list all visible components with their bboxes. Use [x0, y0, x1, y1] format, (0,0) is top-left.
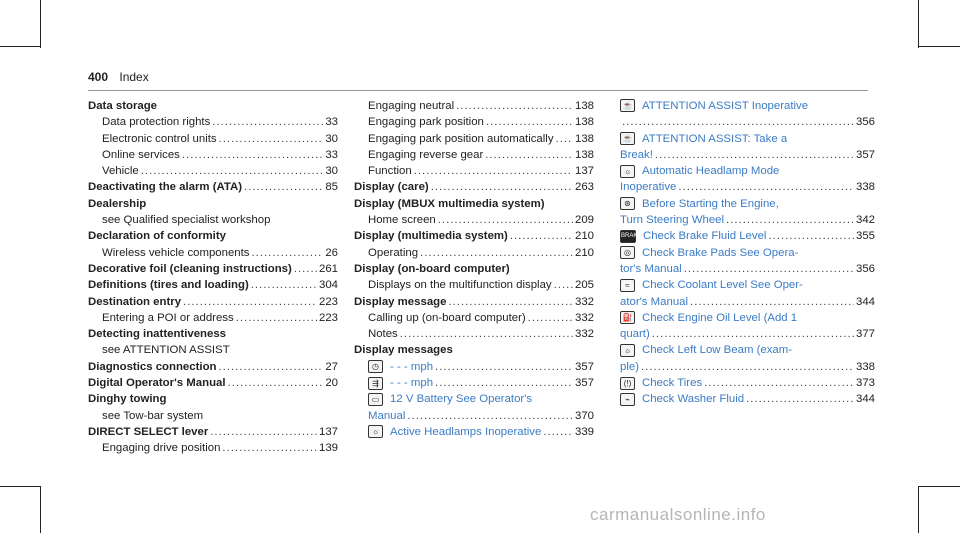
- display-message-entry-cont[interactable]: [620, 212, 875, 228]
- index-entry[interactable]: [354, 245, 594, 261]
- entry-text: see Qualified specialist workshop: [102, 214, 271, 227]
- page-ref: 377: [855, 328, 875, 341]
- coolant-icon: ≈: [620, 279, 635, 292]
- headlamp-icon: ☼: [620, 344, 635, 357]
- entry-text: Engaging park position: [368, 116, 484, 129]
- battery-icon: ▭: [368, 393, 383, 406]
- page-number: 400: [88, 70, 109, 84]
- leader-dots: [219, 131, 324, 147]
- index-entry[interactable]: [354, 212, 594, 228]
- entry-text: DIRECT SELECT lever: [88, 425, 209, 438]
- leader-dots: [438, 212, 573, 228]
- crop-mark: [918, 486, 960, 487]
- index-entry[interactable]: [354, 342, 594, 358]
- display-message-entry-cont[interactable]: [620, 326, 875, 342]
- leader-dots: [236, 310, 317, 326]
- entry-text: Electronic control units: [102, 132, 217, 145]
- index-entry[interactable]: [354, 228, 594, 244]
- index-entry[interactable]: [88, 212, 338, 228]
- index-entry[interactable]: [88, 277, 338, 293]
- entry-text: Display message: [354, 295, 447, 308]
- display-message-entry[interactable]: [620, 342, 875, 358]
- index-entry[interactable]: [354, 277, 594, 293]
- leader-dots: [414, 163, 573, 179]
- index-column-3: [620, 98, 875, 408]
- leader-dots: [210, 424, 317, 440]
- entry-text: Notes: [368, 328, 398, 341]
- display-message-entry[interactable]: [620, 163, 875, 179]
- page-ref: 356: [855, 116, 875, 129]
- leader-dots: [622, 114, 854, 130]
- page-ref: 357: [855, 148, 875, 161]
- message-text: Before Starting the Engine,: [642, 197, 779, 210]
- message-text: 12 V Battery See Operator's: [390, 393, 533, 406]
- header-divider: [88, 90, 868, 91]
- leader-dots: [678, 179, 854, 195]
- index-entry[interactable]: [88, 131, 338, 147]
- entry-text: Engaging reverse gear: [368, 148, 484, 161]
- index-column-2: [354, 98, 594, 440]
- display-message-entry[interactable]: [620, 277, 875, 293]
- display-message-entry[interactable]: [354, 375, 594, 391]
- message-text: Turn Steering Wheel: [620, 214, 725, 227]
- message-text: Inoperative: [620, 181, 677, 194]
- cruise-control-icon: ◷: [368, 360, 383, 373]
- index-entry[interactable]: [88, 310, 338, 326]
- leader-dots: [252, 245, 324, 261]
- page-ref: 139: [318, 442, 338, 455]
- page-ref: 370: [574, 409, 594, 422]
- leader-dots: [218, 359, 323, 375]
- entry-text: Entering a POI or address: [102, 311, 234, 324]
- page-ref: 223: [318, 295, 338, 308]
- leader-dots: [768, 228, 854, 244]
- display-message-entry[interactable]: [620, 245, 875, 261]
- entry-text: Home screen: [368, 214, 436, 227]
- leader-dots: [435, 359, 573, 375]
- display-message-entry[interactable]: [354, 359, 594, 375]
- entry-text: Engaging drive position: [102, 442, 221, 455]
- entry-text: Detecting inattentiveness: [88, 328, 226, 341]
- brake-pads-icon: ◎: [620, 246, 635, 259]
- page-ref: 338: [855, 181, 875, 194]
- display-message-entry-cont[interactable]: [620, 294, 875, 310]
- display-message-entry-cont[interactable]: [620, 261, 875, 277]
- index-entry[interactable]: [88, 359, 338, 375]
- page-ref: 85: [325, 181, 338, 194]
- page-ref: 30: [325, 132, 338, 145]
- entry-text: Display (care): [354, 181, 429, 194]
- steering-wheel-icon: ⊛: [620, 197, 635, 210]
- section-title: Index: [119, 70, 149, 84]
- page-ref: 261: [318, 262, 338, 275]
- index-entry[interactable]: [88, 163, 338, 179]
- message-text: Manual: [368, 409, 406, 422]
- index-entry[interactable]: [88, 196, 338, 212]
- display-message-entry-cont[interactable]: [354, 408, 594, 424]
- crop-mark: [918, 46, 960, 47]
- page-ref: 205: [574, 279, 594, 292]
- entry-text: Operating: [368, 246, 419, 259]
- display-message-entry[interactable]: [620, 310, 875, 326]
- index-entry[interactable]: [88, 408, 338, 424]
- leader-dots: [554, 277, 573, 293]
- index-entry[interactable]: [88, 424, 338, 440]
- display-message-entry-cont[interactable]: [620, 114, 875, 130]
- page-ref: 332: [574, 328, 594, 341]
- index-entry[interactable]: [88, 375, 338, 391]
- entry-text: Wireless vehicle components: [102, 246, 250, 259]
- message-text: ator's Manual: [620, 295, 689, 308]
- index-entry[interactable]: [354, 114, 594, 130]
- page-ref: 344: [855, 295, 875, 308]
- display-message-entry-cont[interactable]: [620, 179, 875, 195]
- entry-text: see Tow-bar system: [102, 409, 204, 422]
- index-entry[interactable]: [88, 98, 338, 114]
- page-ref: 357: [574, 377, 594, 390]
- entry-text: Vehicle: [102, 165, 139, 178]
- page-ref: 33: [325, 116, 338, 129]
- page-ref: 33: [325, 148, 338, 161]
- index-entry[interactable]: [88, 342, 338, 358]
- leader-dots: [655, 147, 854, 163]
- page-ref: 138: [574, 100, 594, 112]
- leader-dots: [141, 163, 324, 179]
- leader-dots: [556, 131, 573, 147]
- page-ref: 26: [325, 246, 338, 259]
- index-entry[interactable]: [88, 147, 338, 163]
- index-entry[interactable]: [88, 228, 338, 244]
- message-text: - - - mph: [390, 360, 434, 373]
- leader-dots: [212, 114, 323, 130]
- entry-text: Dinghy towing: [88, 393, 167, 406]
- page-ref: 263: [574, 181, 594, 194]
- leader-dots: [684, 261, 854, 277]
- page-ref: 373: [855, 377, 875, 390]
- attention-assist-icon: ☕: [620, 132, 635, 145]
- message-text: ATTENTION ASSIST: Take a: [642, 132, 788, 145]
- leader-dots: [543, 424, 573, 440]
- index-entry[interactable]: [88, 245, 338, 261]
- page-ref: 344: [855, 393, 875, 406]
- entry-text: Data storage: [88, 100, 158, 112]
- display-message-entry[interactable]: [620, 375, 875, 391]
- display-message-entry-cont[interactable]: [620, 359, 875, 375]
- entry-wrap: [620, 391, 744, 407]
- display-message-entry[interactable]: [620, 228, 875, 244]
- index-entry[interactable]: [354, 163, 594, 179]
- entry-text: Displays on the multifunction display: [368, 279, 552, 292]
- message-text: Check Brake Fluid Level: [643, 230, 767, 243]
- headlamp-icon: ☼: [620, 165, 635, 178]
- page-ref: 304: [318, 279, 338, 292]
- attention-assist-icon: ☕: [620, 99, 635, 112]
- index-entry[interactable]: [354, 326, 594, 342]
- display-message-entry[interactable]: [620, 131, 875, 147]
- index-entry[interactable]: [88, 114, 338, 130]
- display-message-entry-cont[interactable]: [620, 147, 875, 163]
- message-text: - - - mph: [390, 377, 434, 390]
- distance-assist-icon: ⇶: [368, 377, 383, 390]
- crop-mark: [40, 486, 41, 533]
- page-ref: 332: [574, 311, 594, 324]
- leader-dots: [228, 375, 324, 391]
- page-ref: 339: [574, 425, 594, 438]
- entry-text: Function: [368, 165, 412, 178]
- message-text: Active Headlamps Inoperative: [390, 425, 542, 438]
- entry-text: Online services: [102, 148, 180, 161]
- index-entry[interactable]: [88, 326, 338, 342]
- entry-wrap: [620, 228, 766, 244]
- page-ref: 356: [855, 262, 875, 275]
- tire-icon: (!): [620, 377, 635, 390]
- message-text: ATTENTION ASSIST Inoperative: [642, 100, 809, 112]
- entry-text: Deactivating the alarm (ATA): [88, 181, 243, 194]
- entry-text: Decorative foil (cleaning instructions): [88, 262, 292, 275]
- page-ref: 210: [574, 246, 594, 259]
- entry-wrap: [368, 375, 433, 391]
- entry-text: Data protection rights: [102, 116, 211, 129]
- message-text: Check Washer Fluid: [642, 393, 745, 406]
- message-text: tor's Manual: [620, 262, 682, 275]
- index-entry[interactable]: [88, 294, 338, 310]
- page-ref: 137: [318, 425, 338, 438]
- leader-dots: [251, 277, 317, 293]
- leader-dots: [510, 228, 573, 244]
- brake-icon: BRAKE: [620, 230, 636, 243]
- entry-text: Display (on-board computer): [354, 262, 510, 275]
- crop-mark: [40, 0, 41, 48]
- index-entry[interactable]: [354, 294, 594, 310]
- entry-text: Diagnostics connection: [88, 360, 217, 373]
- page-ref: 138: [574, 116, 594, 129]
- index-entry[interactable]: [88, 391, 338, 407]
- index-entry[interactable]: [354, 261, 594, 277]
- leader-dots: [704, 375, 854, 391]
- entry-wrap: [368, 424, 541, 440]
- index-entry[interactable]: [88, 179, 338, 195]
- leader-dots: [690, 294, 854, 310]
- entry-text: Display messages: [354, 344, 453, 357]
- message-text: Check Coolant Level See Oper-: [642, 279, 803, 292]
- display-message-entry[interactable]: [620, 98, 875, 114]
- oil-can-icon: ⛽: [620, 311, 635, 324]
- leader-dots: [400, 326, 573, 342]
- entry-text: Engaging park position automatically: [368, 132, 554, 145]
- display-message-entry[interactable]: [620, 391, 875, 407]
- message-text: Break!: [620, 148, 653, 161]
- page-ref: 223: [318, 311, 338, 324]
- entry-wrap: [620, 375, 702, 391]
- page-ref: 357: [574, 360, 594, 373]
- page-ref: 137: [574, 165, 594, 178]
- page-ref: 338: [855, 360, 875, 373]
- leader-dots: [485, 147, 573, 163]
- leader-dots: [448, 294, 573, 310]
- index-entry[interactable]: [354, 310, 594, 326]
- message-text: Check Brake Pads See Opera-: [642, 246, 799, 259]
- headlamp-icon: ☼: [368, 425, 383, 438]
- display-message-entry[interactable]: [354, 391, 594, 407]
- display-message-entry[interactable]: [620, 196, 875, 212]
- crop-mark: [918, 0, 919, 48]
- page-ref: 138: [574, 148, 594, 161]
- index-entry[interactable]: [354, 196, 594, 212]
- index-entry[interactable]: [88, 261, 338, 277]
- leader-dots: [183, 294, 317, 310]
- page-ref: 355: [855, 230, 875, 243]
- entry-text: Display (multimedia system): [354, 230, 508, 243]
- crop-mark: [918, 486, 919, 533]
- entry-text: Digital Operator's Manual: [88, 377, 226, 390]
- page-ref: 27: [325, 360, 338, 373]
- leader-dots: [420, 245, 573, 261]
- leader-dots: [244, 179, 323, 195]
- leader-dots: [486, 114, 573, 130]
- page-ref: 210: [574, 230, 594, 243]
- page-ref: 332: [574, 295, 594, 308]
- message-text: Check Left Low Beam (exam-: [642, 344, 793, 357]
- leader-dots: [407, 408, 573, 424]
- page-ref: 20: [325, 377, 338, 390]
- leader-dots: [641, 359, 854, 375]
- entry-text: Definitions (tires and loading): [88, 279, 249, 292]
- index-entry[interactable]: [354, 98, 594, 114]
- leader-dots: [456, 98, 573, 114]
- page-ref: 30: [325, 165, 338, 178]
- leader-dots: [435, 375, 573, 391]
- entry-text: see ATTENTION ASSIST: [102, 344, 230, 357]
- index-entry[interactable]: [354, 131, 594, 147]
- entry-text: Calling up (on-board computer): [368, 311, 526, 324]
- leader-dots: [431, 179, 573, 195]
- message-text: Check Tires: [642, 377, 703, 390]
- crop-mark: [0, 486, 40, 487]
- message-text: quart): [620, 328, 650, 341]
- leader-dots: [652, 326, 854, 342]
- message-text: Automatic Headlamp Mode: [642, 165, 780, 178]
- leader-dots: [222, 440, 317, 456]
- washer-fluid-icon: ⌁: [620, 393, 635, 406]
- entry-text: Declaration of conformity: [88, 230, 226, 243]
- leader-dots: [528, 310, 573, 326]
- crop-mark: [0, 46, 40, 47]
- leader-dots: [182, 147, 323, 163]
- index-entry[interactable]: [354, 147, 594, 163]
- page-ref: 138: [574, 132, 594, 145]
- watermark: carmanualsonline.info: [590, 505, 766, 524]
- entry-text: Display (MBUX multimedia system): [354, 197, 545, 210]
- leader-dots: [726, 212, 854, 228]
- entry-text: Engaging neutral: [368, 100, 455, 112]
- page-ref: 342: [855, 214, 875, 227]
- leader-dots: [746, 391, 854, 407]
- page-ref: 209: [574, 214, 594, 227]
- index-column-1: [88, 98, 338, 457]
- display-message-entry[interactable]: [354, 424, 594, 440]
- index-entry[interactable]: [354, 179, 594, 195]
- message-text: Check Engine Oil Level (Add 1: [642, 311, 798, 324]
- entry-text: Dealership: [88, 197, 147, 210]
- page-header: [88, 70, 149, 84]
- message-text: ple): [620, 360, 639, 373]
- leader-dots: [294, 261, 317, 277]
- entry-text: Destination entry: [88, 295, 182, 308]
- entry-wrap: [368, 359, 433, 375]
- index-entry[interactable]: [88, 440, 338, 456]
